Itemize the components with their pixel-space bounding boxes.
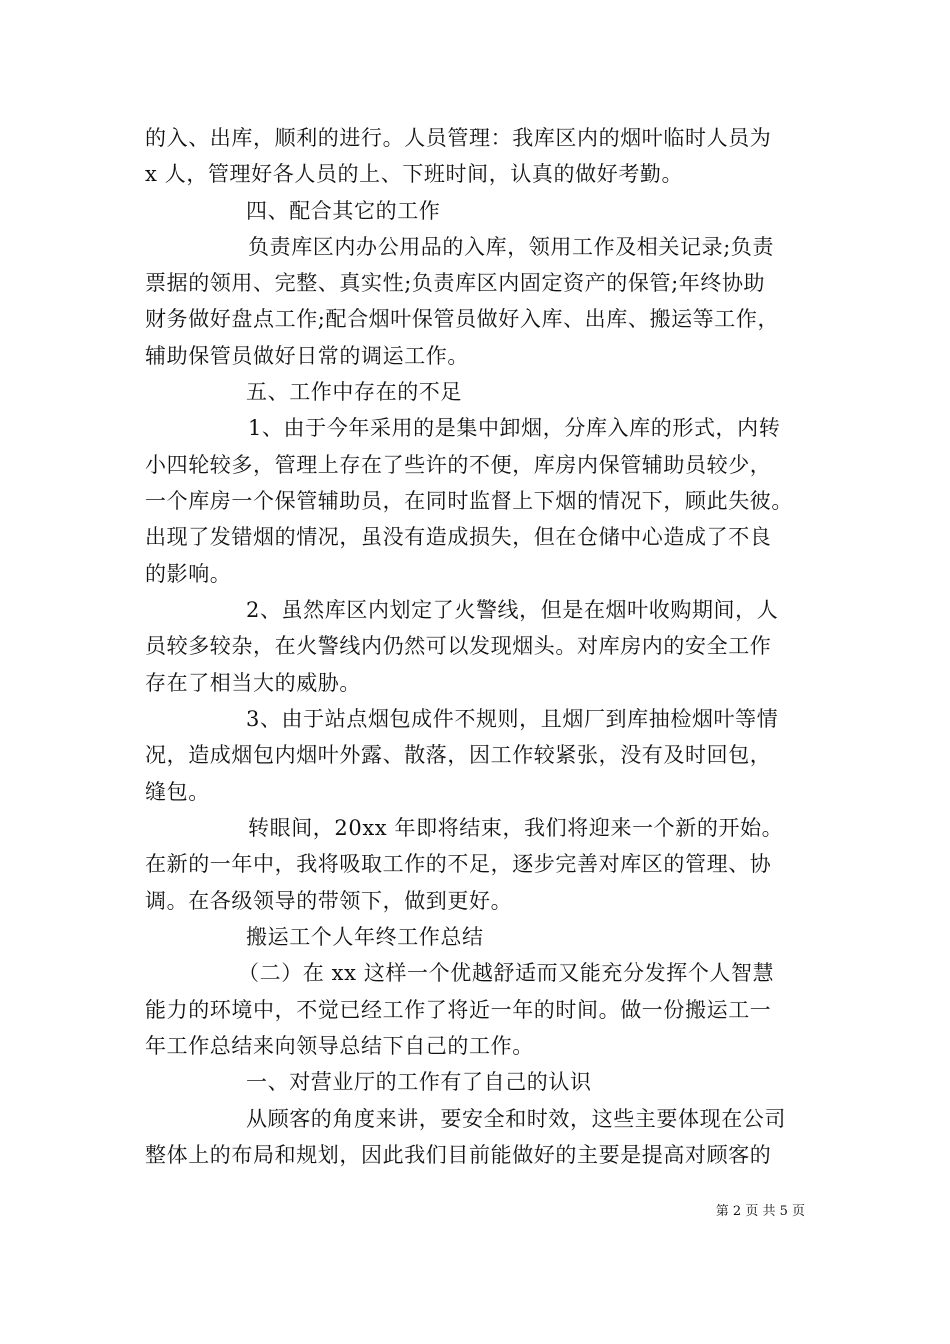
text-line: 1、由于今年采用的是集中卸烟，分库入库的形式，内转: [248, 416, 781, 440]
text-line: 在新的一年中，我将吸取工作的不足，逐步完善对库区的管理、协: [145, 852, 772, 876]
text-line: 3、由于站点烟包成件不规则，且烟厂到库抽检烟叶等情: [246, 707, 779, 731]
text-line: 调。在各级领导的带领下，做到更好。: [145, 889, 513, 913]
section-heading: 四、配合其它的工作: [246, 199, 441, 223]
text-line: 转眼间，20xx 年即将结束，我们将迎来一个新的开始。: [248, 816, 784, 840]
text-line: 的影响。: [145, 562, 232, 586]
text-line: x 人，管理好各人员的上、下班时间，认真的做好考勤。: [145, 162, 684, 186]
text-line: 票据的领用、完整、真实性;负责库区内固定资产的保管;年终协助: [145, 271, 766, 295]
text-line: 辅助保管员做好日常的调运工作。: [145, 344, 469, 368]
section-heading: 五、工作中存在的不足: [246, 380, 462, 404]
section-heading: 一、对营业厅的工作有了自己的认识: [246, 1070, 592, 1094]
text-line: 年工作总结来向领导总结下自己的工作。: [145, 1034, 534, 1058]
text-line: 缝包。: [145, 780, 210, 804]
text-line: 从顾客的角度来讲，要安全和时效，这些主要体现在公司: [246, 1107, 786, 1131]
page-number: 第 2 页 共 5 页: [715, 1204, 805, 1219]
text-line: 的入、出库，顺利的进行。人员管理：我库区内的烟叶临时人员为: [145, 126, 772, 150]
text-line: 负责库区内办公用品的入库，领用工作及相关记录;负责: [248, 235, 775, 259]
text-line: 一个库房一个保管辅助员，在同时监督上下烟的情况下，顾此失彼。: [145, 489, 793, 513]
text-line: 小四轮较多，管理上存在了些许的不便，库房内保管辅助员较少，: [145, 453, 772, 477]
text-line: 2、虽然库区内划定了火警线，但是在烟叶收购期间，人: [246, 598, 779, 622]
text-line: 况，造成烟包内烟叶外露、散落，因工作较紧张，没有及时回包，: [145, 743, 772, 767]
text-line: 存在了相当大的威胁。: [145, 671, 361, 695]
text-line: 能力的环境中，不觉已经工作了将近一年的时间。做一份搬运工一: [145, 998, 772, 1022]
document-title: 搬运工个人年终工作总结: [246, 925, 484, 949]
text-line: 整体上的布局和规划，因此我们目前能做好的主要是提高对顾客的: [145, 1143, 772, 1167]
text-line: 出现了发错烟的情况，虽没有造成损失，但在仓储中心造成了不良: [145, 525, 772, 549]
text-line: （二）在 xx 这样一个优越舒适而又能充分发挥个人智慧: [238, 961, 775, 985]
text-line: 财务做好盘点工作;配合烟叶保管员做好入库、出库、搬运等工作，: [145, 307, 780, 331]
text-line: 员较多较杂，在火警线内仍然可以发现烟头。对库房内的安全工作: [145, 634, 772, 658]
